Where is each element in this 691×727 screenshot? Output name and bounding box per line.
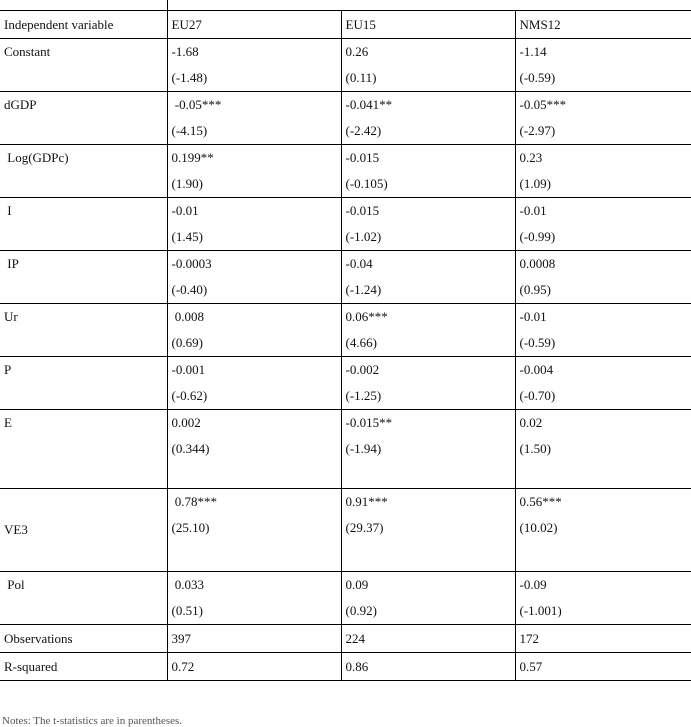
coefficient: -0.004 — [519, 362, 554, 377]
coefficient: 0.23 — [519, 150, 543, 165]
coef-cell — [341, 572, 515, 625]
coef-cell — [341, 39, 515, 92]
table-row-pol — [0, 572, 691, 625]
t-statistic: (-1.94) — [345, 441, 382, 456]
table-row-ip — [0, 251, 691, 304]
coef-cell — [341, 357, 515, 410]
t-statistic: (-0.99) — [519, 229, 556, 244]
coef-cell — [515, 304, 691, 357]
t-statistic: (-0.70) — [519, 388, 556, 403]
row-label: VE3 — [0, 489, 167, 572]
t-statistic: (4.66) — [345, 335, 377, 350]
coef-cell — [167, 304, 341, 357]
coefficient: -0.001 — [171, 362, 206, 377]
coef-cell — [341, 92, 515, 145]
t-statistic: (-2.97) — [519, 123, 556, 138]
coefficient: -0.0003 — [171, 256, 212, 271]
table-row-e — [0, 410, 691, 489]
t-statistic: (-1.24) — [345, 282, 382, 297]
t-statistic: (-0.62) — [171, 388, 208, 403]
t-statistic: (-1.25) — [345, 388, 382, 403]
row-label: R-squared — [0, 653, 167, 681]
coef-cell — [515, 92, 691, 145]
t-statistic: (0.69) — [171, 335, 203, 350]
coef-cell — [515, 198, 691, 251]
table-row-ur — [0, 304, 691, 357]
coefficient: 0.02 — [519, 415, 543, 430]
coef-cell — [167, 39, 341, 92]
coefficient: 0.91*** — [345, 494, 388, 509]
row-label: E — [0, 410, 167, 489]
t-statistic: (1.90) — [171, 176, 203, 191]
t-statistic: (-2.42) — [345, 123, 382, 138]
t-statistic: (0.95) — [519, 282, 551, 297]
coef-cell — [341, 198, 515, 251]
t-statistic: (-0.59) — [519, 70, 556, 85]
coef-cell — [515, 39, 691, 92]
observations-eu15: 224 — [341, 625, 515, 653]
observations-nms12: 172 — [515, 625, 691, 653]
coefficient: -0.05*** — [519, 97, 567, 112]
row-label: Constant — [0, 39, 167, 92]
coefficient: -0.09 — [519, 577, 547, 592]
coef-cell — [167, 92, 341, 145]
t-statistic: (0.344) — [171, 441, 210, 456]
coef-cell — [341, 489, 515, 572]
coefficient: 0.56*** — [519, 494, 562, 509]
t-statistic: (1.09) — [519, 176, 551, 191]
coefficient: -0.015 — [345, 150, 380, 165]
coef-cell — [515, 410, 691, 489]
row-label: P — [0, 357, 167, 410]
table-row-observations — [0, 625, 691, 653]
coef-cell — [515, 145, 691, 198]
row-label: dGDP — [0, 92, 167, 145]
coef-cell — [515, 572, 691, 625]
t-statistic: (1.50) — [519, 441, 551, 456]
row-label: Pol — [0, 572, 167, 625]
coefficient: -0.002 — [345, 362, 380, 377]
coefficient: 0.09 — [345, 577, 369, 592]
table-note: Notes: The t-statistics are in parentheses. — [2, 715, 183, 727]
t-statistic: (0.11) — [345, 70, 377, 85]
coef-cell — [167, 357, 341, 410]
row-label: Log(GDPc) — [0, 145, 167, 198]
t-statistic: (-1.48) — [171, 70, 208, 85]
table-row-constant — [0, 39, 691, 92]
t-statistic: (25.10) — [171, 520, 210, 535]
t-statistic: (-4.15) — [171, 123, 208, 138]
coefficient: 0.06*** — [345, 309, 388, 324]
coef-cell — [341, 251, 515, 304]
header-nms12: NMS12 — [515, 11, 691, 39]
coefficient: -0.015 — [345, 203, 380, 218]
coefficient: 0.008 — [171, 309, 204, 324]
coefficient: 0.199** — [171, 150, 214, 165]
coef-cell — [167, 572, 341, 625]
coef-cell — [167, 145, 341, 198]
r-squared-eu27: 0.72 — [167, 653, 341, 681]
table-row-p — [0, 357, 691, 410]
row-label: I — [0, 198, 167, 251]
coef-cell — [167, 198, 341, 251]
t-statistic: (-0.105) — [345, 176, 388, 191]
coefficient: 0.78*** — [171, 494, 217, 509]
coefficient: -0.01 — [171, 203, 199, 218]
row-label: IP — [0, 251, 167, 304]
observations-eu27: 397 — [167, 625, 341, 653]
coefficient: 0.033 — [171, 577, 204, 592]
coef-cell — [341, 304, 515, 357]
t-statistic: (0.51) — [171, 603, 203, 618]
coef-cell — [167, 251, 341, 304]
header-independent-variable: Independent variable — [0, 11, 167, 39]
r-squared-nms12: 0.57 — [515, 653, 691, 681]
row-label: Observations — [0, 625, 167, 653]
header-eu15: EU15 — [341, 11, 515, 39]
table-header-row — [0, 11, 691, 39]
t-statistic: (-1.02) — [345, 229, 382, 244]
coefficient: 0.26 — [345, 44, 369, 59]
coefficient: 0.0008 — [519, 256, 556, 271]
table-row-ve3 — [0, 489, 691, 572]
row-label: Ur — [0, 304, 167, 357]
coefficient: -0.04 — [345, 256, 373, 271]
coef-cell — [515, 357, 691, 410]
coefficient: -0.01 — [519, 203, 547, 218]
coefficient: -0.015** — [345, 415, 393, 430]
coefficient: -1.14 — [519, 44, 547, 59]
coef-cell — [515, 251, 691, 304]
coefficient: -1.68 — [171, 44, 199, 59]
coef-cell — [341, 145, 515, 198]
table-row-dgdp — [0, 92, 691, 145]
coef-cell — [167, 489, 341, 572]
coef-cell — [341, 410, 515, 489]
t-statistic: (-1.001) — [519, 603, 562, 618]
table-row-i — [0, 198, 691, 251]
coefficient: -0.041** — [345, 97, 393, 112]
coef-cell — [515, 489, 691, 572]
table-row-r-squared — [0, 653, 691, 681]
r-squared-eu15: 0.86 — [341, 653, 515, 681]
t-statistic: (-0.40) — [171, 282, 208, 297]
coefficient: 0.002 — [171, 415, 201, 430]
table-top-spacer-row — [0, 0, 691, 11]
t-statistic: (1.45) — [171, 229, 203, 244]
t-statistic: (29.37) — [345, 520, 384, 535]
header-eu27: EU27 — [167, 11, 341, 39]
coef-cell — [167, 410, 341, 489]
coefficient: -0.01 — [519, 309, 547, 324]
t-statistic: (-0.59) — [519, 335, 556, 350]
table-row-log-gdpc — [0, 145, 691, 198]
t-statistic: (10.02) — [519, 520, 558, 535]
coefficient: -0.05*** — [171, 97, 222, 112]
t-statistic: (0.92) — [345, 603, 377, 618]
